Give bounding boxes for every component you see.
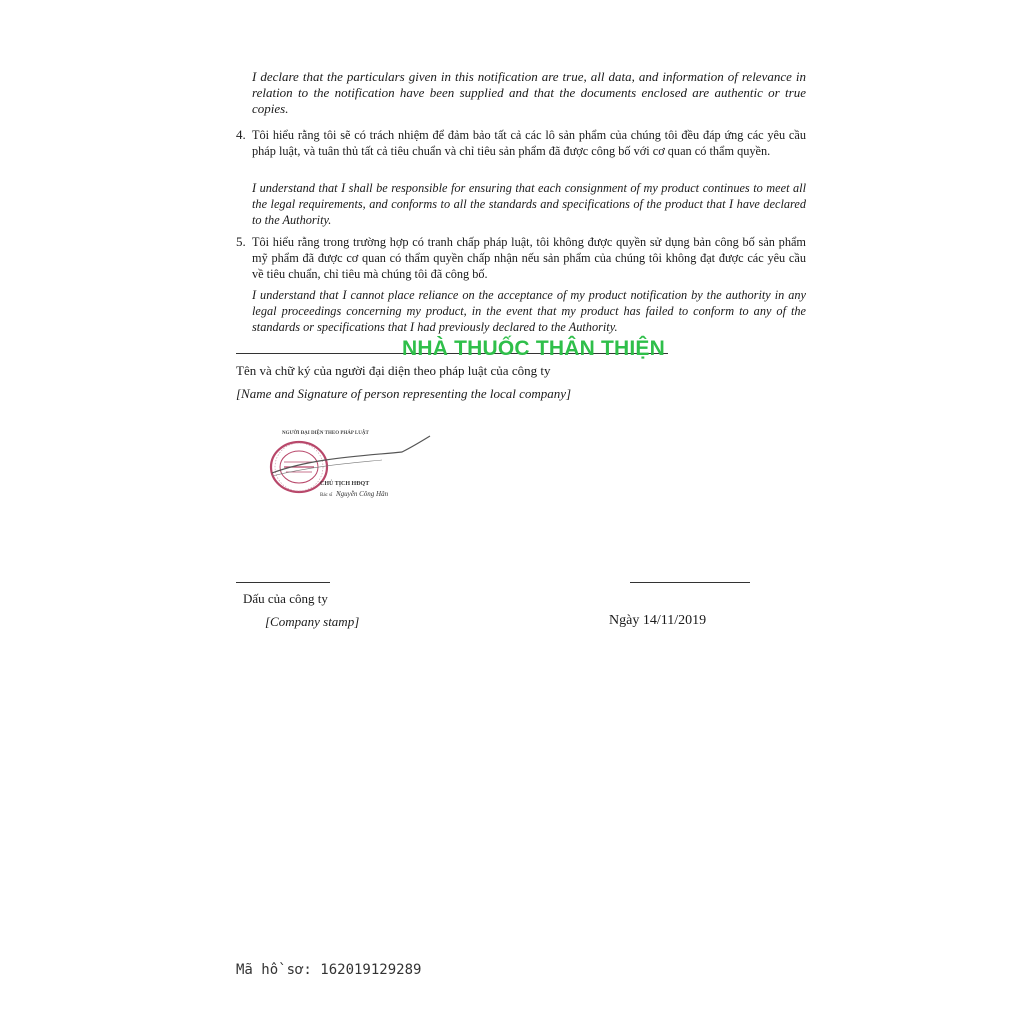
date-line xyxy=(630,582,750,583)
signature-title: CHỦ TỊCH HĐQT xyxy=(320,481,370,487)
item-5-vi: Tôi hiểu rằng trong trường hợp có tranh chấp pháp luật, tôi không được quyền sử dụng bản công bố sản phẩm mỹ phẩm đã được cơ quan có thẩm quyền chấp nhận nếu sản phẩm của chúng tôi không đạt được các yêu cầu về tiêu chuẩn, chỉ tiêu mà chúng tôi đã công bố. xyxy=(252,235,806,281)
stamp-label-en: [Company stamp] xyxy=(265,614,360,629)
signature-stamp-graphic xyxy=(252,418,452,548)
declaration-en: I declare that the particulars given in this notification are true, all data, and information of relevance in relation to the notification have been supplied and that the documents enclosed are authentic or true copies. xyxy=(252,69,806,116)
item-5-en: I understand that I cannot place reliance on the acceptance of my product notification by the authority in any legal proceedings concerning my product, in the event that my product has failed to conform to any of the standards or specifications that I had previously declared to the Authority. xyxy=(252,288,806,334)
watermark-text: NHÀ THUỐC THÂN THIỆN xyxy=(402,337,665,360)
signature-name-prefix: Bác sĩ xyxy=(320,493,333,498)
signature-header: NGƯỜI ĐẠI DIỆN THEO PHÁP LUẬT xyxy=(282,431,369,436)
item-5-number: 5. xyxy=(236,234,246,249)
stamp-line xyxy=(236,582,330,583)
item-4-en: I understand that I shall be responsible for ensuring that each consignment of my product continues to meet all the legal requirements, and conforms to all the standards and specifications of the product that I have declared to the Authority. xyxy=(252,181,806,227)
signature-label-vi: Tên và chữ ký của người đại diện theo pháp luật của công ty xyxy=(236,363,551,378)
signature-image xyxy=(252,418,452,548)
date-label: Ngày 14/11/2019 xyxy=(609,613,707,628)
document-code: Mã hồ sơ: 162019129289 xyxy=(236,962,422,978)
item-4-vi: Tôi hiểu rằng tôi sẽ có trách nhiệm để đảm bảo tất cả các lô sản phẩm của chúng tôi đều đáp ứng các yêu cầu pháp luật, và tuân thủ tất cả tiêu chuẩn và chỉ tiêu sản phẩm đã được công bố với cơ quan có thẩm quyền. xyxy=(252,128,806,158)
stamp-label-vi: Dấu của công ty xyxy=(243,591,328,606)
signature-name: Nguyễn Công Hân xyxy=(336,490,389,498)
item-4-number: 4. xyxy=(236,127,246,142)
signature-label-en: [Name and Signature of person representing the local company] xyxy=(236,386,572,401)
